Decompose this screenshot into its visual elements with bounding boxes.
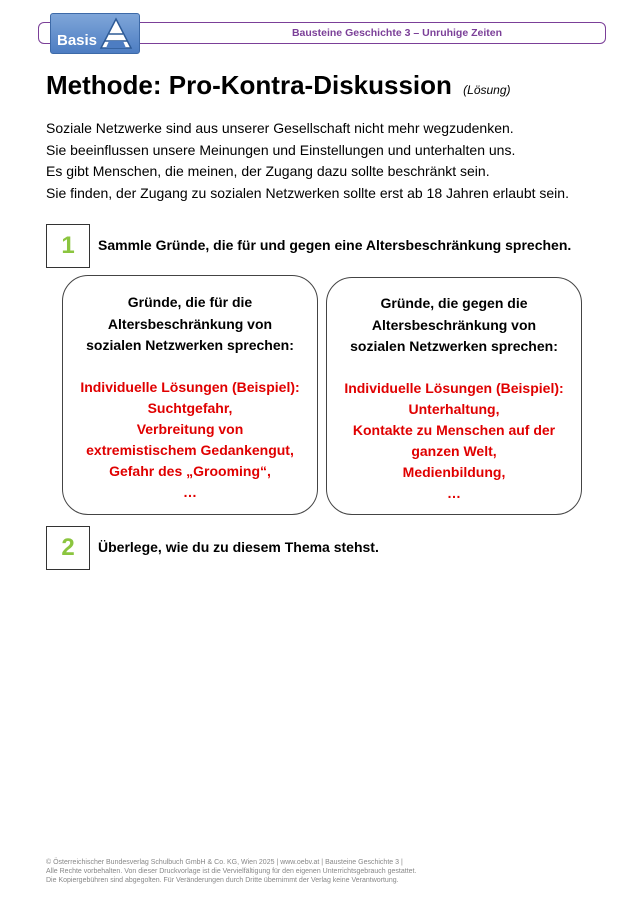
footer-line: Die Kopiergebühren sind abgegolten. Für Veränderungen durch Dritte übernimmt der Verlag keine Verantwortung. <box>46 877 399 884</box>
contra-card-heading <box>327 293 581 358</box>
badge-label: Basis <box>57 32 98 49</box>
footer-line: Alle Rechte vorbehalten. Von dieser Druckvorlage ist die Vervielfältigung für den eigenen Unterrichtsgebrauch gestattet. <box>46 868 417 875</box>
contra-card-solution <box>327 378 581 504</box>
page-subtitle: (Lösung) <box>463 83 511 97</box>
pro-reasons-card <box>62 275 318 515</box>
page-title-text: Methode: Pro-Kontra-Diskussion <box>46 70 452 100</box>
intro-line: Sie beeinflussen unsere Meinungen und Einstellungen und unterhalten uns. <box>46 141 516 158</box>
contra-heading-line: sozialen Netzwerken sprechen: <box>350 338 558 354</box>
contra-solution-line: Medienbildung, <box>402 463 506 480</box>
task-instruction-1: Sammle Gründe, die für und gegen eine Altersbeschränkung sprechen. <box>98 237 572 253</box>
task-number-1: 1 <box>46 224 90 268</box>
intro-line: Es gibt Menschen, die meinen, der Zugang dazu sollte beschränkt sein. <box>46 163 490 179</box>
contra-solution-line: Kontakte zu Menschen auf der <box>352 421 556 438</box>
contra-solution-line: ganzen Welt, <box>411 442 497 459</box>
contra-solution-line: … <box>447 484 461 501</box>
pro-solution-line: Individuelle Lösungen (Beispiel): <box>80 378 300 395</box>
header-title: Bausteine Geschichte 3 – Unruhige Zeiten <box>291 27 503 39</box>
intro-text <box>46 118 606 204</box>
pyramid-icon <box>99 17 133 51</box>
footer-copyright <box>46 858 416 885</box>
footer-line: © Österreichischer Bundesverlag Schulbuch GmbH & Co. KG, Wien 2025 | www.oebv.at | Bausteine Geschichte 3 | <box>46 859 403 866</box>
level-badge <box>50 13 140 54</box>
pro-heading-line: sozialen Netzwerken sprechen: <box>86 337 294 353</box>
pro-heading-line: Altersbeschränkung von <box>107 315 273 332</box>
contra-solution-line: Individuelle Lösungen (Beispiel): <box>344 379 564 396</box>
pro-solution-line: Gefahr des „Grooming“, <box>109 462 271 479</box>
contra-reasons-card <box>326 277 582 515</box>
pro-solution-line: Suchtgefahr, <box>147 399 233 416</box>
page-title <box>46 70 511 101</box>
contra-solution-line: Unterhaltung, <box>408 400 500 417</box>
pro-solution-line: extremistischem Gedankengut, <box>86 441 294 458</box>
contra-heading-line: Gründe, die gegen die <box>380 295 528 311</box>
intro-line: Sie finden, der Zugang zu sozialen Netzwerken sollte erst ab 18 Jahren erlaubt sein. <box>46 184 569 201</box>
pro-card-solution <box>63 377 317 503</box>
pro-heading-line: Gründe, die für die <box>127 294 253 310</box>
contra-heading-line: Altersbeschränkung von <box>371 316 537 333</box>
task-number-2: 2 <box>46 526 90 570</box>
task-instruction-2: Überlege, wie du zu diesem Thema stehst. <box>98 539 379 555</box>
intro-line: Soziale Netzwerke sind aus unserer Gesellschaft nicht mehr wegzudenken. <box>46 120 514 136</box>
pro-solution-line: Verbreitung von <box>136 420 244 437</box>
pro-solution-line: … <box>183 483 197 500</box>
pro-card-heading <box>63 292 317 357</box>
